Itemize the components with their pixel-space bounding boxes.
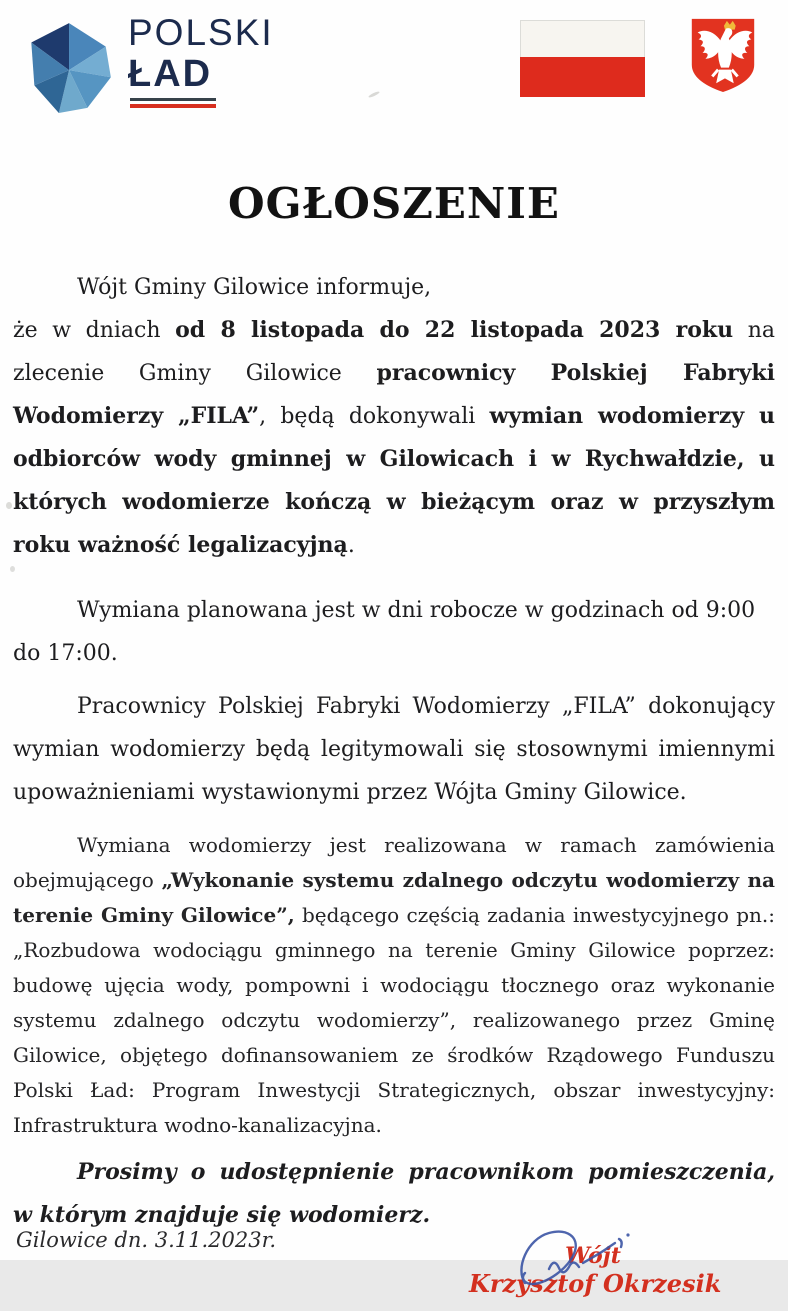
logo-wordmark-line1: POLSKI (128, 12, 274, 53)
document-date: Gilowice dn. 3.11.2023r. (16, 1228, 277, 1252)
logo-underline-dark (130, 98, 216, 101)
text-run: będącego częścią zadania inwestycyjnego pn.: „Rozbudowa wodociągu gminnego na terenie Gminy Gilowice poprzez: budowę ujęcia wody, pompowni i wodociągu tłocznego oraz wykonanie systemu zdalnego odczytu wodomierzy”, realizowanego przez Gminę Gilowice, objętego dofinansowaniem ze środków Rządowego Funduszu Polski Ład: Program Inwestycji Strategicznych, obszar inwestycyjny: Infrastruktura wodno-kanalizacyjna. (13, 903, 775, 1137)
paragraph-project-details (13, 828, 775, 1143)
text-run-bold: wymian wodomierzy u odbiorców wody gminnej w Gilowicach i w Rychwałdzie, u których wodomierze kończą w bieżącym oraz w przyszłym roku ważność legalizacyjną (13, 403, 776, 558)
scan-artifact (10, 566, 15, 572)
flag-red-stripe (520, 57, 645, 97)
signature-role: Wójt (565, 1243, 621, 1269)
text-run: że w dniach (13, 318, 176, 343)
flag-white-stripe (520, 20, 645, 57)
text-run: . (347, 533, 355, 558)
text-run-bold: od 8 listopada do 22 listopada 2023 roku (175, 317, 734, 343)
paragraph-dates (13, 309, 775, 567)
logo-underline-red (130, 104, 216, 108)
text-run: , będą dokonywali (259, 404, 490, 429)
logo-wordmark-line2: ŁAD (128, 53, 213, 95)
paragraph-request (13, 1151, 775, 1237)
text-run: Prosimy o udostępnienie pracownikom pomieszczenia, w którym znajduje się wodomierz. (13, 1159, 775, 1228)
paragraph-intro (13, 266, 775, 309)
document-body (0, 180, 788, 1299)
poland-coat-of-arms-icon (688, 16, 758, 94)
text-run: na zlecenie Gminy Gilowice (13, 318, 776, 386)
text-run-bold: „Wykonanie systemu zdalnego odczytu wodomierzy na terenie Gminy Gilowice”, (13, 868, 775, 927)
paragraph-id-verification (13, 685, 775, 814)
text-run-bold: pracownicy Polskiej Fabryki Wodomierzy „FILA” (13, 360, 775, 429)
signature-name: Krzysztof Okrzesik (469, 1269, 722, 1298)
page-title: OGŁOSZENIE (228, 179, 560, 228)
poland-flag (520, 20, 645, 97)
poland-map-graphic (16, 12, 118, 118)
text-run: Pracownicy Polskiej Fabryki Wodomierzy „FILA” dokonujący wymian wodomierzy będą legitymowali się stosownymi imiennymi upoważnieniami wystawionymi przez Wójta Gminy Gilowice. (13, 694, 775, 805)
document-header (0, 0, 788, 122)
paragraph-schedule (13, 589, 775, 675)
signature-block (469, 1243, 722, 1299)
text-run: Wójt Gminy Gilowice informuje, (77, 275, 432, 300)
polski-lad-logo (128, 14, 274, 93)
text-run: Wymiana planowana jest w dni robocze w godzinach od 9:00 do 17:00. (13, 598, 756, 666)
scan-artifact (6, 502, 12, 509)
text-run: Wymiana wodomierzy jest realizowana w ramach zamówienia obejmującego (13, 833, 775, 892)
